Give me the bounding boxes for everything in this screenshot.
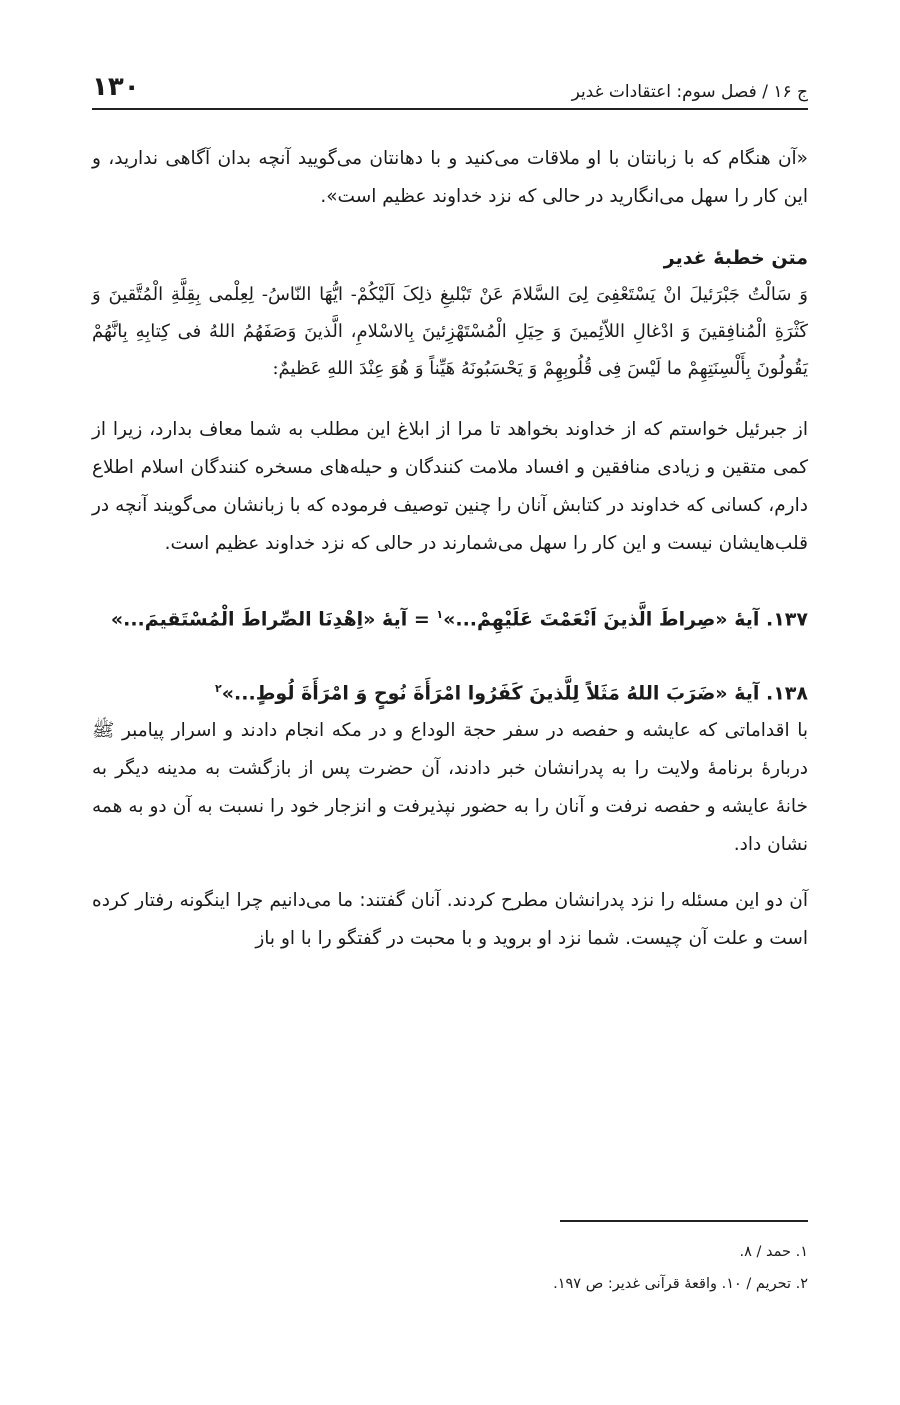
verse-137-continuation: = آیهٔ «اِهْدِنَا الصِّراطَ الْمُسْتَقیمَ...»: [110, 608, 437, 631]
footnote-1: ۱. حمد / ۸.: [739, 1244, 808, 1260]
paragraph-1: با اقداماتی که عایشه و حفصه در سفر حجة الوداع و در مکه انجام دادند و اسرار پیامبر ﷺ دربارهٔ برنامهٔ ولایت را به پدرانشان خبر دادند، آن حضرت پس از بازگشت به مدینه دیگر به خانهٔ عایشه و حفصه نرفت و آنان را به حضور نپذیرفت و انزجار خود را نسبت به آن دو به همه نشان داد.: [92, 719, 808, 855]
arabic-sermon-text: وَ سَالْتُ جَبْرَئیلَ انْ یَسْتَعْفِیَ لِیَ السَّلامَ عَنْ تَبْلیغِ ذلِکَ اَلَیْکُمْ- ایُّهَا النّاسُ- لِعِلْمی بِقِلَّةِ الْمُتَّقینَ وَ کَثْرَةِ الْمُنافِقینَ وَ ادْغالِ اللاّئِمینَ وَ حِیَلِ الْمُسْتَهْزِئینَ بِالاسْلامِ، الَّذینَ وَصَفَهُمُ اللهُ فی کِتابِهِ بِانَّهُمْ یَقُولُونَ بِأَلْسِنَتِهِمْ ما لَیْسَ فِی قُلُوبِهِمْ وَ یَحْسَبُونَهُ هَیِّناً وَ هُوَ عِنْدَ اللهِ عَظیمٌ:: [92, 284, 808, 379]
footnote-2: ۲. تحریم / ۱۰. واقعهٔ قرآنی غدیر: ص ۱۹۷.: [553, 1276, 808, 1292]
intro-quote: «آن هنگام که با زبانتان با او ملاقات می‌کنید و با دهانتان می‌گویید آنچه بدان آگاهی ندارید، و این کار را سهل می‌انگارید در حالی که نزد خداوند عظیم است».: [92, 148, 808, 207]
verse-137-text: ۱۳۷. آیهٔ «صِراطَ الَّذینَ اَنْعَمْتَ عَلَیْهِمْ...»: [443, 608, 808, 631]
running-title: ج ۱۶ / فصل سوم: اعتقادات غدیر: [571, 82, 808, 102]
page-header: [92, 62, 808, 110]
footnotes: [92, 1236, 808, 1300]
paragraph-2: آن دو این مسئله را نزد پدرانشان مطرح کردند. آنان گفتند: ما می‌دانیم چرا اینگونه رفتار کرده است و علت آن چیست. شما نزد او بروید و با محبت در گفتگو را با او باز: [92, 889, 808, 949]
footnote-ref-2[interactable]: ۲: [215, 682, 222, 696]
page-number: ۱۳۰: [92, 72, 140, 102]
verse-138-text: ۱۳۸. آیهٔ «ضَرَبَ اللهُ مَثَلاً لِلَّذینَ کَفَرُوا امْرَأَةَ نُوحٍ وَ امْرَأَةَ لُوطٍ...»: [221, 682, 808, 705]
footnote-ref-1[interactable]: ۱: [436, 608, 444, 621]
verse-138-heading: [92, 671, 808, 711]
footnote-divider: [560, 1220, 808, 1222]
verse-137-heading: [92, 597, 808, 637]
body-text: [92, 140, 808, 958]
persian-translation: از جبرئیل خواستم که از خداوند بخواهد تا مرا از ابلاغ این مطلب به شما معاف بدارد، زیرا از کمی متقین و زیادی منافقین و افساد ملامت کنندگان و حیله‌های مسخره کنندگان اسلام اطلاع دارم، کسانی که خداوند در کتابش آنان را چنین توصیف فرموده که با زبانشان می‌گویند آنچه در قلب‌هایشان نیست و این کار را سهل می‌شمارند در حالی که نزد خداوند عظیم است.: [92, 419, 808, 554]
section-heading: متن خطبهٔ غدیر: [663, 247, 808, 269]
